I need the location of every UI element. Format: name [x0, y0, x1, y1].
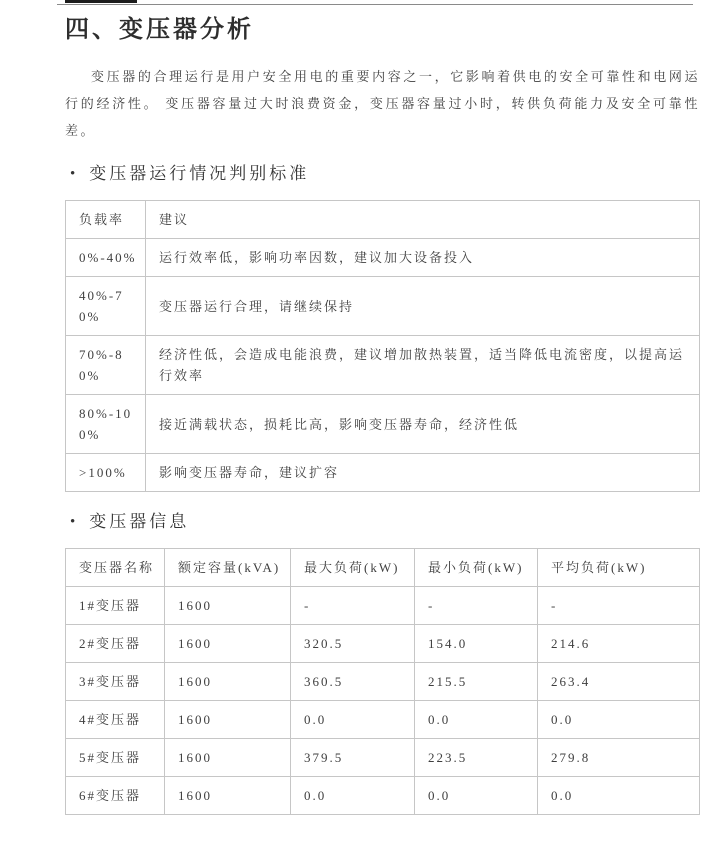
table-row [66, 336, 700, 395]
column-header: 建议 [146, 201, 700, 239]
table-cell: >100% [66, 454, 146, 492]
table-cell: 接近满载状态，损耗比高，影响变压器寿命，经济性低 [146, 395, 700, 454]
table-cell: 40%-70% [66, 277, 146, 336]
table-row [66, 701, 700, 739]
intro-paragraph: 变压器的合理运行是用户安全用电的重要内容之一，它影响着供电的安全可靠性和电网运行的经济性。 变压器容量过大时浪费资金，变压器容量过小时，转供负荷能力及安全可靠性差。 [65, 69, 700, 138]
section-title: 变压器运行情况判别标准 [89, 164, 310, 183]
table-cell: 1#变压器 [66, 587, 165, 625]
table-row [66, 663, 700, 701]
table-cell: 214.6 [538, 625, 700, 663]
bullet-icon: • [70, 166, 79, 182]
table-row [66, 587, 700, 625]
table-cell: 0.0 [415, 777, 538, 815]
table-cell: 1600 [165, 587, 291, 625]
table-cell: 0.0 [291, 701, 415, 739]
table-cell: 320.5 [291, 625, 415, 663]
table-cell: - [291, 587, 415, 625]
column-header: 最大负荷(kW) [291, 549, 415, 587]
table-cell: 279.8 [538, 739, 700, 777]
cropped-element-remnant [65, 0, 137, 3]
table-cell: 4#变压器 [66, 701, 165, 739]
table-header-row [66, 201, 700, 239]
table-cell: 1600 [165, 739, 291, 777]
transformer-info-table [65, 548, 700, 815]
section-heading-criteria [70, 161, 700, 187]
table-cell: 215.5 [415, 663, 538, 701]
table-cell: - [538, 587, 700, 625]
load-rate-criteria-table [65, 200, 700, 492]
bullet-icon: • [70, 514, 79, 530]
table-cell: 154.0 [415, 625, 538, 663]
table-cell: 1600 [165, 625, 291, 663]
table-row [66, 239, 700, 277]
table-cell: 360.5 [291, 663, 415, 701]
column-header: 负载率 [66, 201, 146, 239]
table-cell: 影响变压器寿命，建议扩容 [146, 454, 700, 492]
table-header-row [66, 549, 700, 587]
table-cell: 0.0 [538, 701, 700, 739]
column-header: 变压器名称 [66, 549, 165, 587]
table-cell: 经济性低，会造成电能浪费，建议增加散热装置，适当降低电流密度，以提高运行效率 [146, 336, 700, 395]
document-content [65, 14, 700, 815]
table-cell: 3#变压器 [66, 663, 165, 701]
table-cell: 263.4 [538, 663, 700, 701]
table-cell: 379.5 [291, 739, 415, 777]
table-cell: 0%-40% [66, 239, 146, 277]
table-cell: 运行效率低，影响功率因数，建议加大设备投入 [146, 239, 700, 277]
horizontal-rule [57, 4, 693, 5]
table-cell: 80%-100% [66, 395, 146, 454]
column-header: 平均负荷(kW) [538, 549, 700, 587]
table-cell: 1600 [165, 663, 291, 701]
table-cell: 6#变压器 [66, 777, 165, 815]
section-title: 变压器信息 [89, 512, 190, 531]
table-cell: 1600 [165, 777, 291, 815]
table-row [66, 277, 700, 336]
table-cell: 70%-80% [66, 336, 146, 395]
table-row [66, 395, 700, 454]
table-row [66, 739, 700, 777]
section-heading-info [70, 509, 700, 535]
table-row [66, 777, 700, 815]
table-cell: 5#变压器 [66, 739, 165, 777]
table-cell: 223.5 [415, 739, 538, 777]
table-cell: 变压器运行合理，请继续保持 [146, 277, 700, 336]
column-header: 额定容量(kVA) [165, 549, 291, 587]
table-cell: 1600 [165, 701, 291, 739]
table-row [66, 454, 700, 492]
table-cell: 0.0 [538, 777, 700, 815]
table-row [66, 625, 700, 663]
table-cell: 0.0 [291, 777, 415, 815]
table-cell: 0.0 [415, 701, 538, 739]
column-header: 最小负荷(kW) [415, 549, 538, 587]
table-cell: 2#变压器 [66, 625, 165, 663]
page-title: 四、变压器分析 [65, 17, 254, 43]
table-cell: - [415, 587, 538, 625]
